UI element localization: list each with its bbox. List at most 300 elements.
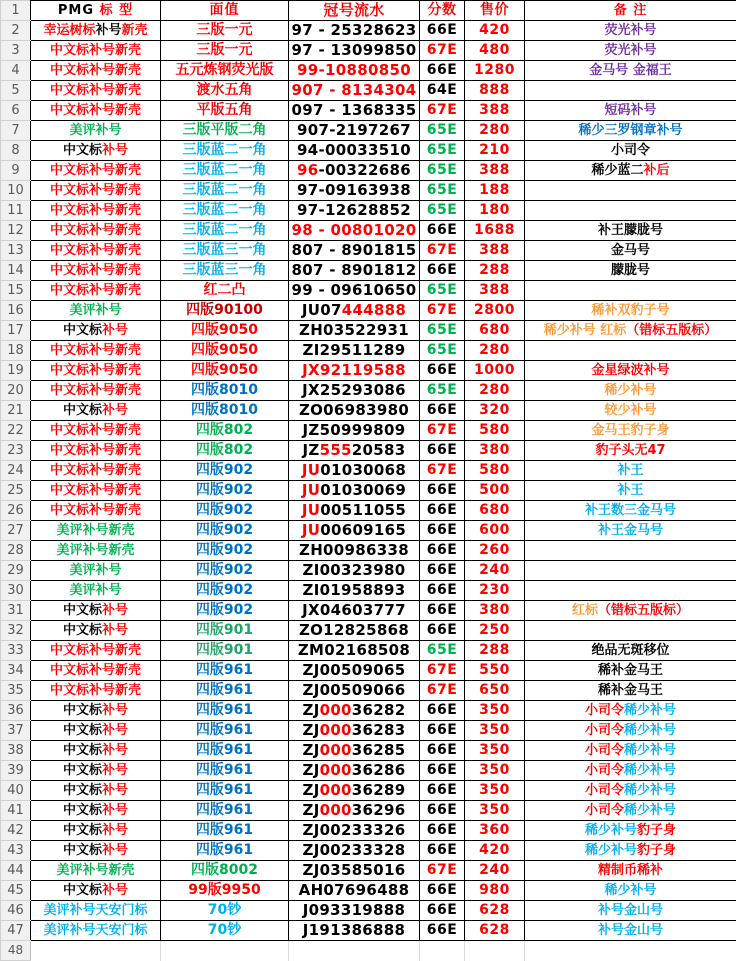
cell-denomination[interactable] [161,801,289,821]
empty-cell[interactable] [465,941,525,961]
cell-pmg-type[interactable] [31,161,161,181]
cell-denomination[interactable] [161,561,289,581]
cell-pmg-type[interactable] [31,281,161,301]
cell-serial[interactable] [289,381,420,401]
cell-remark[interactable] [525,161,736,181]
cell-price[interactable] [465,261,525,281]
cell-denomination[interactable] [161,661,289,681]
cell-grade[interactable] [420,181,465,201]
cell-remark[interactable] [525,901,736,921]
cell-serial[interactable] [289,21,420,41]
cell-denomination[interactable] [161,41,289,61]
cell-remark[interactable] [525,761,736,781]
cell-serial[interactable] [289,461,420,481]
cell-pmg-type[interactable] [31,141,161,161]
cell-pmg-type[interactable] [31,701,161,721]
cell-price[interactable] [465,541,525,561]
cell-price[interactable] [465,581,525,601]
cell-grade[interactable] [420,101,465,121]
cell-serial[interactable] [289,221,420,241]
row-number[interactable]: 43 [1,841,31,861]
cell-grade[interactable] [420,641,465,661]
cell-remark[interactable] [525,281,736,301]
cell-remark[interactable] [525,701,736,721]
cell-denomination[interactable] [161,761,289,781]
cell-price[interactable] [465,921,525,941]
row-number[interactable]: 13 [1,241,31,261]
cell-grade[interactable] [420,341,465,361]
row-number[interactable]: 36 [1,701,31,721]
cell-price[interactable] [465,141,525,161]
cell-serial[interactable] [289,501,420,521]
cell-remark[interactable] [525,421,736,441]
cell-grade[interactable] [420,381,465,401]
cell-pmg-type[interactable] [31,881,161,901]
cell-denomination[interactable] [161,81,289,101]
cell-remark[interactable] [525,841,736,861]
row-number[interactable]: 16 [1,301,31,321]
row-number[interactable]: 32 [1,621,31,641]
row-number[interactable]: 14 [1,261,31,281]
cell-remark[interactable] [525,321,736,341]
cell-price[interactable] [465,901,525,921]
cell-denomination[interactable] [161,401,289,421]
cell-pmg-type[interactable] [31,901,161,921]
row-number[interactable]: 1 [1,1,31,21]
row-number[interactable]: 42 [1,821,31,841]
empty-cell[interactable] [161,941,289,961]
row-number[interactable]: 24 [1,461,31,481]
cell-grade[interactable] [420,481,465,501]
cell-serial[interactable] [289,661,420,681]
cell-grade[interactable] [420,901,465,921]
cell-denomination[interactable] [161,321,289,341]
cell-denomination[interactable] [161,301,289,321]
cell-pmg-type[interactable] [31,181,161,201]
cell-grade[interactable] [420,881,465,901]
cell-grade[interactable] [420,861,465,881]
row-number[interactable]: 23 [1,441,31,461]
cell-price[interactable] [465,521,525,541]
cell-price[interactable] [465,341,525,361]
row-number[interactable]: 11 [1,201,31,221]
cell-grade[interactable] [420,301,465,321]
cell-pmg-type[interactable] [31,81,161,101]
row-number[interactable]: 15 [1,281,31,301]
cell-price[interactable] [465,161,525,181]
cell-denomination[interactable] [161,861,289,881]
cell-pmg-type[interactable] [31,761,161,781]
cell-price[interactable] [465,41,525,61]
row-number[interactable]: 26 [1,501,31,521]
cell-grade[interactable] [420,161,465,181]
cell-remark[interactable] [525,21,736,41]
cell-grade[interactable] [420,321,465,341]
cell-pmg-type[interactable] [31,681,161,701]
empty-cell[interactable] [420,941,465,961]
cell-price[interactable] [465,201,525,221]
cell-denomination[interactable] [161,601,289,621]
cell-denomination[interactable] [161,361,289,381]
col-header-remark[interactable] [525,1,736,21]
cell-pmg-type[interactable] [31,781,161,801]
cell-grade[interactable] [420,261,465,281]
cell-remark[interactable] [525,121,736,141]
cell-price[interactable] [465,321,525,341]
cell-pmg-type[interactable] [31,541,161,561]
cell-serial[interactable] [289,61,420,81]
cell-grade[interactable] [420,681,465,701]
cell-serial[interactable] [289,881,420,901]
cell-grade[interactable] [420,521,465,541]
cell-serial[interactable] [289,561,420,581]
cell-price[interactable] [465,561,525,581]
row-number[interactable]: 35 [1,681,31,701]
cell-remark[interactable] [525,821,736,841]
cell-grade[interactable] [420,561,465,581]
cell-grade[interactable] [420,541,465,561]
cell-remark[interactable] [525,381,736,401]
cell-denomination[interactable] [161,481,289,501]
cell-remark[interactable] [525,741,736,761]
cell-denomination[interactable] [161,101,289,121]
cell-remark[interactable] [525,341,736,361]
cell-remark[interactable] [525,241,736,261]
cell-serial[interactable] [289,801,420,821]
cell-remark[interactable] [525,261,736,281]
cell-pmg-type[interactable] [31,581,161,601]
cell-price[interactable] [465,841,525,861]
cell-price[interactable] [465,701,525,721]
cell-serial[interactable] [289,741,420,761]
cell-price[interactable] [465,121,525,141]
cell-pmg-type[interactable] [31,861,161,881]
cell-grade[interactable] [420,621,465,641]
cell-remark[interactable] [525,861,736,881]
cell-serial[interactable] [289,281,420,301]
cell-serial[interactable] [289,81,420,101]
cell-denomination[interactable] [161,501,289,521]
cell-remark[interactable] [525,401,736,421]
empty-cell[interactable] [289,941,420,961]
cell-grade[interactable] [420,401,465,421]
row-number[interactable]: 20 [1,381,31,401]
cell-price[interactable] [465,61,525,81]
cell-pmg-type[interactable] [31,741,161,761]
cell-remark[interactable] [525,441,736,461]
cell-remark[interactable] [525,881,736,901]
cell-denomination[interactable] [161,901,289,921]
row-number[interactable]: 27 [1,521,31,541]
cell-grade[interactable] [420,441,465,461]
row-number[interactable]: 3 [1,41,31,61]
cell-pmg-type[interactable] [31,21,161,41]
cell-price[interactable] [465,361,525,381]
cell-pmg-type[interactable] [31,921,161,941]
cell-price[interactable] [465,761,525,781]
row-number[interactable]: 28 [1,541,31,561]
cell-remark[interactable] [525,221,736,241]
cell-grade[interactable] [420,61,465,81]
cell-remark[interactable] [525,41,736,61]
cell-remark[interactable] [525,521,736,541]
cell-grade[interactable] [420,461,465,481]
cell-price[interactable] [465,241,525,261]
cell-pmg-type[interactable] [31,461,161,481]
cell-denomination[interactable] [161,281,289,301]
cell-price[interactable] [465,661,525,681]
cell-pmg-type[interactable] [31,801,161,821]
col-header-pmg-type[interactable] [31,1,161,21]
row-number[interactable]: 34 [1,661,31,681]
cell-grade[interactable] [420,821,465,841]
cell-remark[interactable] [525,501,736,521]
cell-pmg-type[interactable] [31,421,161,441]
cell-serial[interactable] [289,361,420,381]
cell-remark[interactable] [525,181,736,201]
cell-denomination[interactable] [161,621,289,641]
cell-price[interactable] [465,481,525,501]
cell-serial[interactable] [289,441,420,461]
cell-price[interactable] [465,501,525,521]
cell-remark[interactable] [525,801,736,821]
cell-serial[interactable] [289,341,420,361]
cell-denomination[interactable] [161,681,289,701]
row-number[interactable]: 41 [1,801,31,821]
cell-price[interactable] [465,741,525,761]
cell-denomination[interactable] [161,241,289,261]
cell-denomination[interactable] [161,121,289,141]
cell-remark[interactable] [525,781,736,801]
cell-price[interactable] [465,641,525,661]
cell-pmg-type[interactable] [31,301,161,321]
cell-pmg-type[interactable] [31,221,161,241]
cell-serial[interactable] [289,701,420,721]
cell-pmg-type[interactable] [31,601,161,621]
cell-pmg-type[interactable] [31,501,161,521]
cell-remark[interactable] [525,601,736,621]
cell-serial[interactable] [289,581,420,601]
row-number[interactable]: 4 [1,61,31,81]
cell-price[interactable] [465,621,525,641]
cell-serial[interactable] [289,641,420,661]
cell-serial[interactable] [289,181,420,201]
cell-grade[interactable] [420,761,465,781]
cell-grade[interactable] [420,421,465,441]
row-number[interactable]: 44 [1,861,31,881]
cell-serial[interactable] [289,121,420,141]
cell-grade[interactable] [420,121,465,141]
cell-pmg-type[interactable] [31,321,161,341]
cell-denomination[interactable] [161,781,289,801]
cell-remark[interactable] [525,461,736,481]
cell-grade[interactable] [420,221,465,241]
cell-denomination[interactable] [161,341,289,361]
col-header-serial[interactable] [289,1,420,21]
cell-denomination[interactable] [161,881,289,901]
cell-remark[interactable] [525,101,736,121]
cell-price[interactable] [465,21,525,41]
row-number[interactable]: 29 [1,561,31,581]
cell-price[interactable] [465,801,525,821]
cell-grade[interactable] [420,361,465,381]
cell-price[interactable] [465,81,525,101]
cell-serial[interactable] [289,781,420,801]
cell-serial[interactable] [289,201,420,221]
cell-denomination[interactable] [161,421,289,441]
cell-remark[interactable] [525,61,736,81]
row-number[interactable]: 7 [1,121,31,141]
col-header-grade[interactable] [420,1,465,21]
cell-denomination[interactable] [161,221,289,241]
cell-denomination[interactable] [161,841,289,861]
cell-price[interactable] [465,881,525,901]
cell-serial[interactable] [289,41,420,61]
row-number[interactable]: 12 [1,221,31,241]
cell-remark[interactable] [525,641,736,661]
col-header-price[interactable] [465,1,525,21]
row-number[interactable]: 6 [1,101,31,121]
cell-denomination[interactable] [161,741,289,761]
cell-serial[interactable] [289,841,420,861]
cell-serial[interactable] [289,261,420,281]
cell-price[interactable] [465,301,525,321]
cell-serial[interactable] [289,601,420,621]
cell-grade[interactable] [420,721,465,741]
cell-price[interactable] [465,181,525,201]
cell-denomination[interactable] [161,61,289,81]
cell-pmg-type[interactable] [31,341,161,361]
row-number[interactable]: 19 [1,361,31,381]
row-number[interactable]: 33 [1,641,31,661]
cell-pmg-type[interactable] [31,201,161,221]
cell-denomination[interactable] [161,521,289,541]
row-number[interactable]: 48 [1,941,31,961]
cell-remark[interactable] [525,621,736,641]
cell-remark[interactable] [525,361,736,381]
cell-serial[interactable] [289,521,420,541]
row-number[interactable]: 45 [1,881,31,901]
cell-pmg-type[interactable] [31,441,161,461]
cell-denomination[interactable] [161,21,289,41]
row-number[interactable]: 10 [1,181,31,201]
cell-grade[interactable] [420,741,465,761]
cell-denomination[interactable] [161,821,289,841]
cell-pmg-type[interactable] [31,661,161,681]
cell-grade[interactable] [420,921,465,941]
cell-remark[interactable] [525,561,736,581]
cell-grade[interactable] [420,201,465,221]
row-number[interactable]: 40 [1,781,31,801]
row-number[interactable]: 18 [1,341,31,361]
cell-serial[interactable] [289,681,420,701]
cell-grade[interactable] [420,701,465,721]
cell-serial[interactable] [289,621,420,641]
row-number[interactable]: 46 [1,901,31,921]
cell-grade[interactable] [420,661,465,681]
cell-pmg-type[interactable] [31,381,161,401]
cell-price[interactable] [465,681,525,701]
cell-pmg-type[interactable] [31,61,161,81]
cell-price[interactable] [465,441,525,461]
col-header-denomination[interactable] [161,1,289,21]
cell-price[interactable] [465,401,525,421]
cell-remark[interactable] [525,721,736,741]
cell-denomination[interactable] [161,261,289,281]
row-number[interactable]: 30 [1,581,31,601]
cell-denomination[interactable] [161,461,289,481]
cell-grade[interactable] [420,81,465,101]
row-number[interactable]: 38 [1,741,31,761]
cell-denomination[interactable] [161,381,289,401]
cell-price[interactable] [465,281,525,301]
cell-remark[interactable] [525,81,736,101]
cell-remark[interactable] [525,581,736,601]
cell-denomination[interactable] [161,581,289,601]
cell-remark[interactable] [525,921,736,941]
cell-serial[interactable] [289,321,420,341]
cell-pmg-type[interactable] [31,621,161,641]
cell-price[interactable] [465,821,525,841]
row-number[interactable]: 2 [1,21,31,41]
cell-price[interactable] [465,781,525,801]
cell-pmg-type[interactable] [31,121,161,141]
cell-serial[interactable] [289,821,420,841]
cell-serial[interactable] [289,241,420,261]
cell-price[interactable] [465,421,525,441]
cell-grade[interactable] [420,781,465,801]
cell-serial[interactable] [289,101,420,121]
cell-pmg-type[interactable] [31,401,161,421]
cell-remark[interactable] [525,661,736,681]
cell-denomination[interactable] [161,141,289,161]
cell-denomination[interactable] [161,921,289,941]
row-number[interactable]: 21 [1,401,31,421]
row-number[interactable]: 8 [1,141,31,161]
cell-grade[interactable] [420,41,465,61]
cell-grade[interactable] [420,241,465,261]
cell-denomination[interactable] [161,161,289,181]
cell-grade[interactable] [420,141,465,161]
cell-remark[interactable] [525,681,736,701]
cell-pmg-type[interactable] [31,821,161,841]
cell-price[interactable] [465,721,525,741]
cell-grade[interactable] [420,841,465,861]
cell-serial[interactable] [289,761,420,781]
cell-price[interactable] [465,461,525,481]
cell-remark[interactable] [525,141,736,161]
cell-grade[interactable] [420,581,465,601]
cell-denomination[interactable] [161,201,289,221]
cell-serial[interactable] [289,301,420,321]
cell-pmg-type[interactable] [31,841,161,861]
cell-serial[interactable] [289,401,420,421]
cell-pmg-type[interactable] [31,481,161,501]
cell-serial[interactable] [289,901,420,921]
row-number[interactable]: 17 [1,321,31,341]
cell-price[interactable] [465,101,525,121]
cell-grade[interactable] [420,801,465,821]
empty-cell[interactable] [525,941,736,961]
cell-pmg-type[interactable] [31,521,161,541]
cell-serial[interactable] [289,161,420,181]
cell-remark[interactable] [525,541,736,561]
cell-denomination[interactable] [161,441,289,461]
cell-pmg-type[interactable] [31,561,161,581]
cell-grade[interactable] [420,281,465,301]
cell-serial[interactable] [289,861,420,881]
cell-pmg-type[interactable] [31,241,161,261]
